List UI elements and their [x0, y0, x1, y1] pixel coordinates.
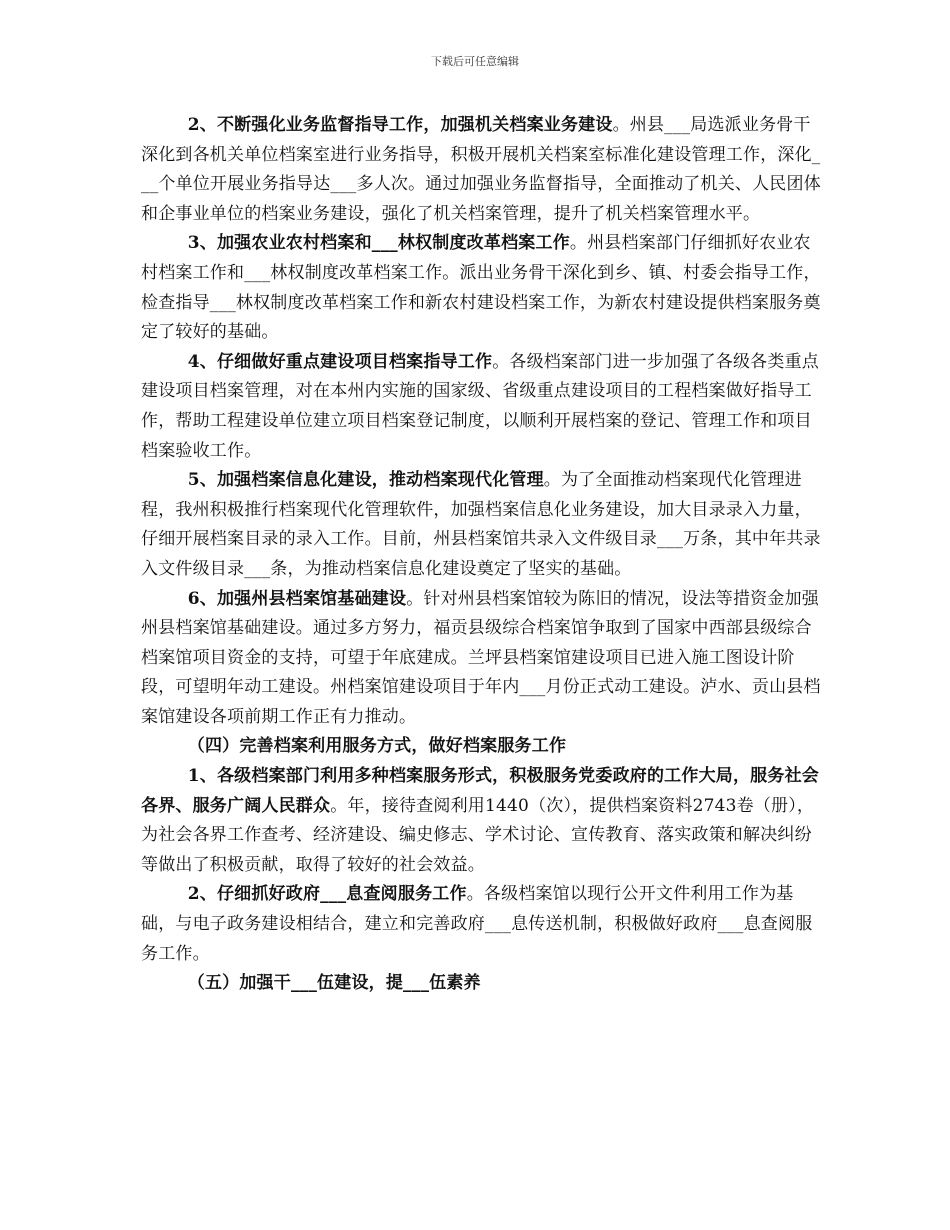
- section-heading-4: （四）完善档案利用服务方式，做好档案服务工作: [187, 736, 567, 757]
- paragraph-lead: 2、仔细抓好政府___息查阅服务工作: [187, 884, 467, 905]
- paragraph-lead: 5、加强档案信息化建设，推动档案现代化管理: [187, 470, 544, 491]
- paragraph-4-key-projects: [141, 348, 825, 466]
- paragraph-body: 。为了全面推动档案现代化管理进程，我州积极推行档案现代化管理软件，加强档案信息化业务建设，加大目录录入力量，仔细开展档案目录的录入工作。目前，州县档案馆共录入文件级目录___万条，其中年共录入文件级目录___条，为推动档案信息化建设奠定了坚实的基础。: [141, 470, 821, 579]
- paragraph-3-rural-archives: [141, 229, 825, 347]
- paragraph-6-infrastructure: [141, 585, 825, 733]
- paragraph-1-service-forms: [141, 762, 825, 880]
- paragraph-body: 。针对州县档案馆较为陈旧的情况，设法等措资金加强州县档案馆基础建设。通过多方努力，福贡县级综合档案馆争取到了国家中西部县级综合档案馆项目资金的支持，可望于年底建成。兰坪县档案馆建设项目已进入施工图设计阶段，可望明年动工建设。州档案馆建设项目于年内___月份正式动工建设。泸水、贡山县档案馆建设各项前期工作正有力推动。: [141, 588, 821, 727]
- paragraph-lead: 1、各级档案部门利用多种档案服务形式，积极服务党委政府的工作大局，服务社会各界、服务广阔人民群众: [141, 766, 819, 816]
- paragraph-lead: 2、不断强化业务监督指导工作，加强机关档案业务建设: [187, 115, 613, 135]
- paragraph-lead: 6、加强州县档案馆基础建设: [187, 588, 407, 609]
- paragraph-2-info-query: [141, 880, 825, 969]
- paragraph-lead: 3、加强农业农村档案和___林权制度改革档案工作: [187, 233, 570, 254]
- paragraph-body: 。州县档案部门仔细抓好农业农村档案工作和___林权制度改革档案工作。派出业务骨干深化到乡、镇、村委会指导工作，检查指导___林权制度改革档案工作和新农村建设档案工作，为新农村建设提供档案服务奠定了较好的基础。: [141, 233, 821, 343]
- paragraph-2-business-supervision: [141, 111, 825, 229]
- section-heading-5: （五）加强干___伍建设，提___伍素养: [187, 973, 481, 994]
- paragraph-lead: 4、仔细做好重点建设项目档案指导工作: [187, 351, 493, 372]
- paragraph-body: 。各级档案馆以现行公开文件利用工作为基础，与电子政务建设相结合，建立和完善政府___息传送机制，积极做好政府___息查阅服务工作。: [141, 884, 813, 964]
- document-body: [141, 111, 825, 999]
- paragraph-5-informatization: [141, 466, 825, 584]
- paragraph-body: 。年，接待查阅利用1440（次），提供档案资料2743卷（册），为社会各界工作查考、经济建设、编史修志、学术讨论、宣传教育、落实政策和解决纠纷等做出了积极贡献，取得了较好的社会效益。: [141, 795, 815, 875]
- paragraph-body: 。各级档案部门进一步加强了各级各类重点建设项目档案管理，对在本州内实施的国家级、省级重点建设项目的工程档案做好指导工作，帮助工程建设单位建立项目档案登记制度，以顺利开展档案的登记、管理工作和项目档案验收工作。: [141, 351, 819, 461]
- paragraph-body: 。州县___局选派业务骨干深化到各机关单位档案室进行业务指导，积极开展机关档案室标准化建设管理工作，深化___个单位开展业务指导达___多人次。通过加强业务监督指导，全面推动了机关、人民团体和企事业单位的档案业务建设，强化了机关档案管理，提升了机关档案管理水平。: [141, 115, 821, 224]
- page-header: 下载后可任意编辑: [431, 55, 519, 68]
